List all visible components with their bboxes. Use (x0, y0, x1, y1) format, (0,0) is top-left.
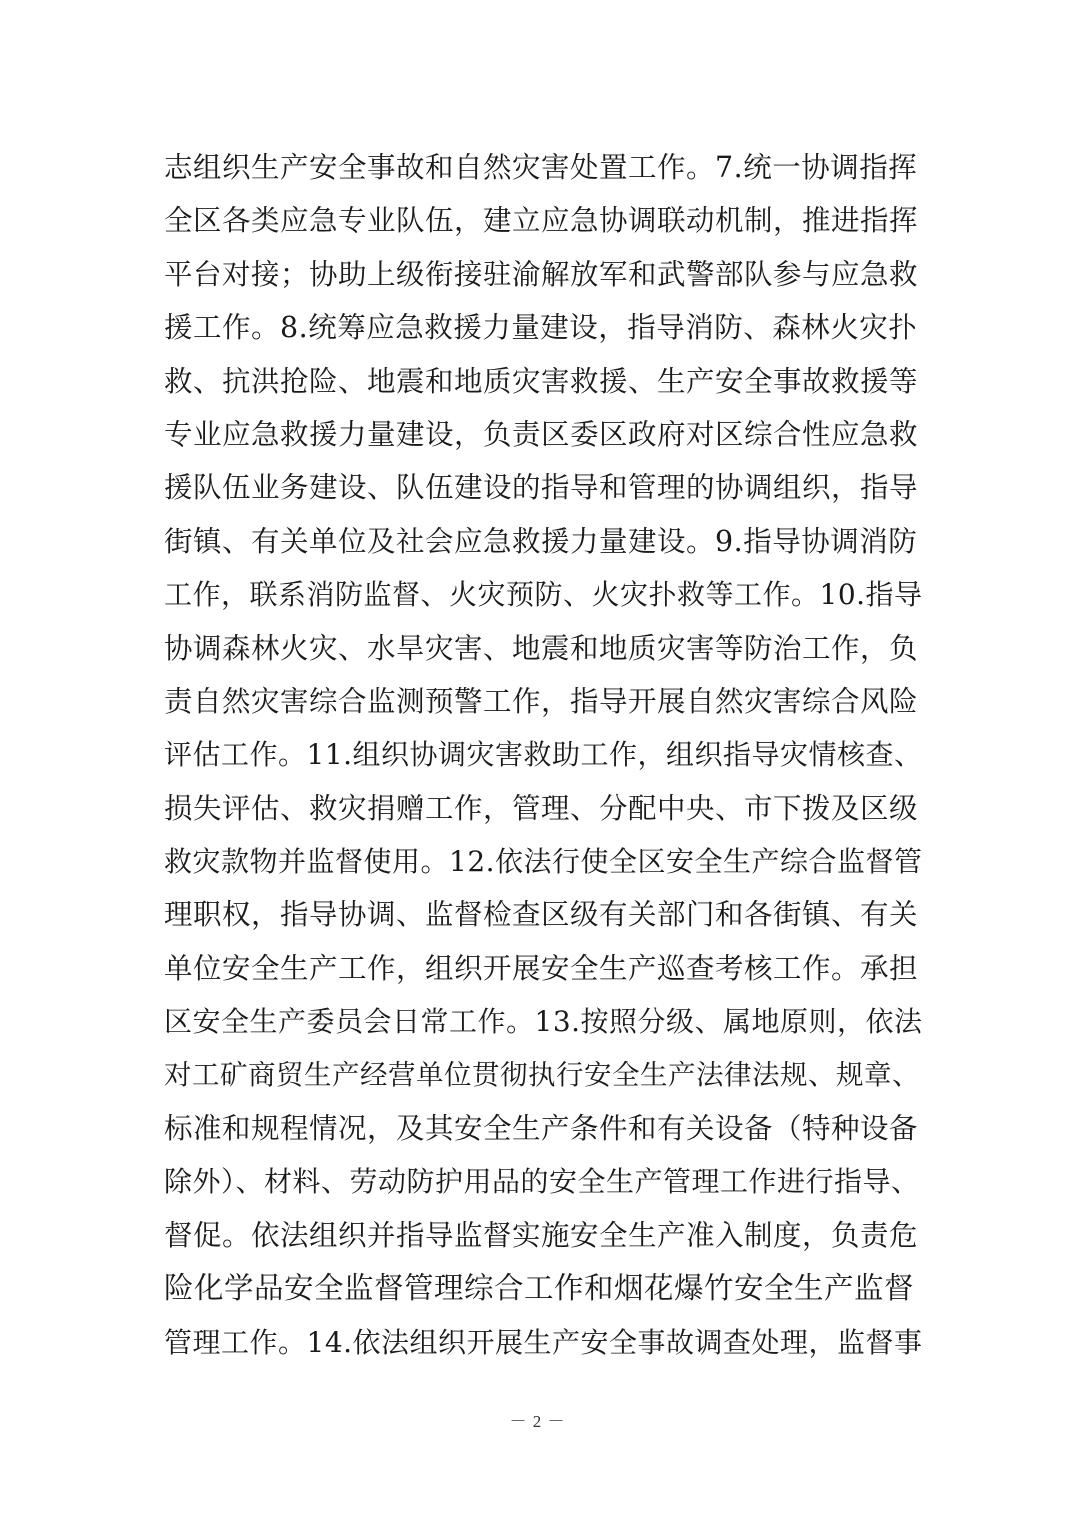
page-number: － 2 － (509, 1412, 566, 1431)
text-line-1: 志组织生产安全事故和自然灾害处置工作。7.统一协调指挥 (164, 151, 918, 184)
text-line-2: 全区各类应急专业队伍，建立应急协调联动机制，推进指挥 (164, 204, 919, 238)
text-line-19: 标准和规程情况，及其安全生产条件和有关设备（特种设备 (164, 1112, 919, 1146)
text-line-16: 单位安全生产工作，组织开展安全生产巡查考核工作。承担 (164, 951, 919, 985)
text-line-14: 救灾款物并监督使用。12.依法行使全区安全生产综合监督管 (164, 845, 923, 879)
text-line-22: 险化学品安全监督管理综合工作和烟花爆竹安全生产监督 (164, 1271, 915, 1306)
text-line-12: 评估工作。11.组织协调灾害救助工作，组织指导灾情核查、 (164, 738, 923, 772)
body-text (164, 141, 924, 1369)
text-line-3: 平台对接；协助上级衔接驻渝解放军和武警部队参与应急救 (164, 257, 919, 291)
text-line-10: 协调森林火灾、水旱灾害、地震和地质灾害等防治工作，负 (164, 631, 919, 665)
text-line-5: 救、抗洪抢险、地震和地质灾害救援、生产安全事故救援等 (164, 364, 919, 398)
text-line-9: 工作，联系消防监督、火灾预防、火灾扑救等工作。10.指导 (164, 578, 923, 612)
text-line-4: 援工作。8.统筹应急救援力量建设，指导消防、森林火灾扑 (164, 311, 918, 345)
text-line-20: 除外）、材料、劳动防护用品的安全生产管理工作进行指导、 (164, 1165, 920, 1199)
text-line-13: 损失评估、救灾捐赠工作，管理、分配中央、市下拨及区级 (164, 791, 919, 825)
text-line-15: 理职权，指导协调、监督检查区级有关部门和各街镇、有关 (164, 898, 919, 932)
text-line-11: 责自然灾害综合监测预警工作，指导开展自然灾害综合风险 (164, 684, 919, 718)
text-line-18: 对工矿商贸生产经营单位贯彻执行安全生产法律法规、规章、 (164, 1058, 920, 1091)
text-line-8: 街镇、有关单位及社会应急救援力量建设。9.指导协调消防 (164, 524, 918, 558)
text-line-7: 援队伍业务建设、队伍建设的指导和管理的协调组织，指导 (164, 471, 919, 505)
text-line-17: 区安全生产委员会日常工作。13.按照分级、属地原则，依法 (164, 1005, 923, 1039)
text-line-6: 专业应急救援力量建设，负责区委区政府对区综合性应急救 (164, 417, 919, 451)
text-line-23: 管理工作。14.依法组织开展生产安全事故调查处理，监督事 (164, 1325, 923, 1359)
text-line-21: 督促。依法组织并指导监督实施安全生产准入制度，负责危 (164, 1218, 919, 1252)
